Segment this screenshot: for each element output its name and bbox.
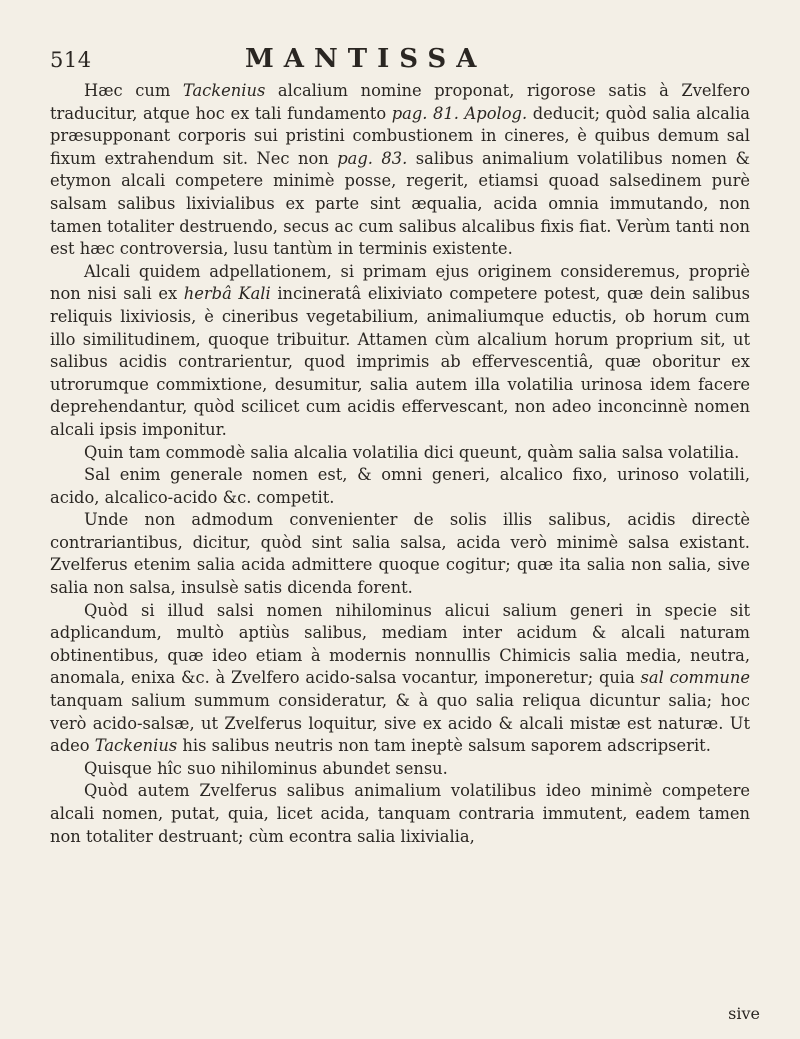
italic-text: Tackenius bbox=[182, 81, 266, 100]
text-run: Alcali quidem adpellationem, si primam ejus originem consideremus, propriè non nisi sali ex bbox=[50, 261, 750, 304]
paragraph bbox=[50, 464, 750, 509]
paragraph bbox=[50, 261, 750, 442]
text-run: Hæc cum bbox=[84, 81, 183, 100]
text-run: Unde non admodum convenienter de solis illis salibus, acidis directè contrariantibus, dicitur, quòd sint salia salsa, acida verò minimè salsa existant. Zvelferus etenim salia acida admittere quoque cogitur; quæ ita salia non salia, sive salia non salsa, insulsè satis dicenda forent. bbox=[50, 510, 750, 598]
text-run: Quòd si illud salsi nomen nihilominus alicui salium generi in specie sit adplicandum, multò aptiùs salibus, mediam inter acidum & alcali naturam obtinentibus, quæ ideo etiam à modernis nonnullis Chimicis salia media, neutra, anomala, enixa &c. à Zvelfero acido-salsa vocantur, imponeretur; quia bbox=[50, 600, 750, 688]
text-run: Sal enim generale nomen est, & omni generi, alcalico fixo, urinoso volatili, acido, alcalico-acido &c. competit. bbox=[50, 465, 750, 507]
paragraph bbox=[50, 509, 750, 599]
paragraph bbox=[50, 80, 750, 261]
paragraph bbox=[50, 600, 750, 758]
paragraph bbox=[50, 758, 750, 781]
paragraph bbox=[50, 780, 750, 848]
text-run: Quisque hîc suo nihilominus abundet sensu. bbox=[84, 758, 448, 778]
italic-text: herbâ Kali bbox=[183, 284, 271, 304]
body-text bbox=[50, 80, 750, 848]
paragraph bbox=[50, 442, 750, 465]
running-head: MANTISSA bbox=[245, 44, 487, 74]
text-run: Quòd autem Zvelferus salibus animalium volatilibus ideo minimè competere alcali nomen, putat, quia, licet acida, tanquam contraria immutent, eadem tamen non totaliter destruant; cùm econtra salia lixivialia, bbox=[50, 781, 750, 846]
italic-text: pag. 81. Apolog. bbox=[391, 103, 528, 123]
italic-text: pag. 83. bbox=[337, 148, 408, 168]
page-number: 514 bbox=[50, 48, 92, 72]
text-run: incineratâ elixiviato competere potest, quæ dein salibus reliquis lixiviosis, è cineribus vegetabilium, animaliumque eductis, ob horum cum illo similitudinem, quoque tribuitur. Attamen cùm alcalium horum proprium sit, ut salibus acidis contrarientur, quod imprimis ab effervescentiâ, quæ oboritur ex utrorumque commixtione, desumitur, salia autem illa volatilia urinosa idem facere deprehendantur, quòd scilicet cum acidis effervescant, non adeo inconcinnè nomen alcali ipsis imponitur. bbox=[50, 284, 750, 439]
text-run: deducit; quòd salia alcalia præsupponant corporis sui pristini combustionem in cineres, è quibus demum sal fixum extrahendum sit. Nec non bbox=[50, 103, 751, 168]
text-run: salibus animalium volatilibus nomen & etymon alcali competere minimè posse, regerit, etiamsi quoad salsedinem purè salsam salibus lixivialibus ex parte sint æqualia, acida omnia immutando, non tamen totaliter destruendo, secus ac cum salibus alcalibus fixis fiat. Verùm tanti non est hæc controversia, lusu tantùm in terminis existente. bbox=[50, 148, 751, 259]
text-run: his salibus neutris non tam ineptè salsum saporem adscripserit. bbox=[177, 736, 711, 756]
text-run: Quin tam commodè salia alcalia volatilia dici queunt, quàm salia salsa volatilia. bbox=[84, 442, 740, 462]
catchword: sive bbox=[728, 1004, 760, 1023]
italic-text: sal commune bbox=[640, 668, 750, 688]
page-header bbox=[50, 44, 770, 78]
italic-text: Tackenius bbox=[94, 736, 178, 756]
text-run: alcalium nomine proponat, rigorose satis à Zvelfero traducitur, atque hoc ex tali fundamento bbox=[50, 81, 751, 123]
text-run: tanquam salium summum consideratur, & à quo salia reliqua dicuntur salia; hoc verò acido-salsæ, ut Zvelferus loquitur, sive ex acido & alcali mistæ est naturæ. Ut adeo bbox=[50, 691, 750, 756]
